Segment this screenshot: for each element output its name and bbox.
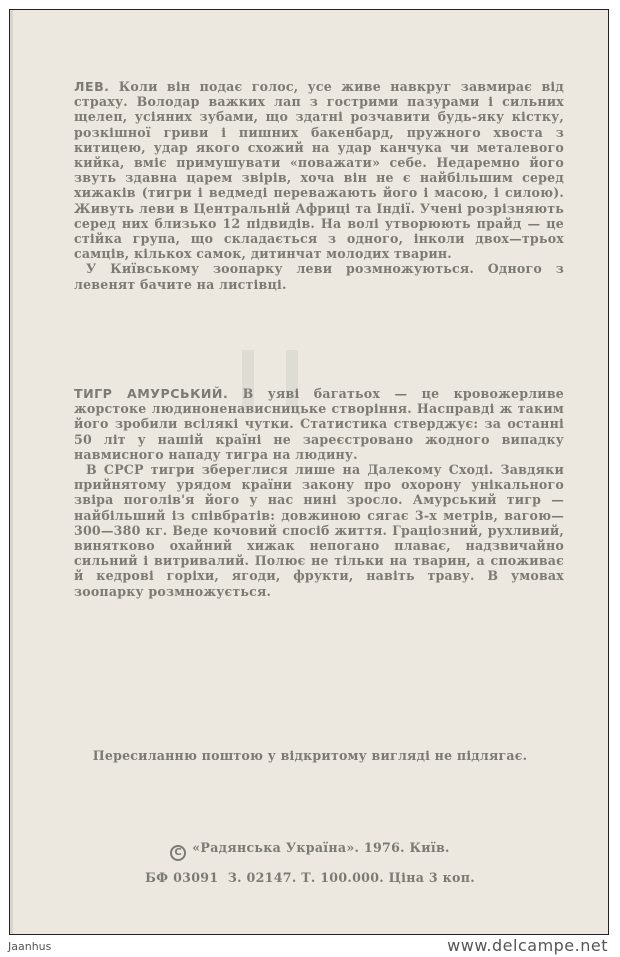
catalog-line: БФ 03091 З. 02147. Т. 100.000. Ціна 3 коп. — [145, 870, 475, 885]
lion-paragraph-1: Коли він подає голос, усе живе навкруг завмирає від страху. Володар важких лап з гострими пазурами і сильних щелеп, усіяних зубами, що здатні розчавити будь-яку кістку, розкішної гриви і пишних бакенбард, пружного хвоста з китицею, удар якого схожий на удар канчука чи металевого кийка, вміє примушувати «поважати» себе. Недаремно його звуть здавна царем звірів, хоча він не є найбільшим серед хижаків (тигри і ведмеді переважають його і масою, і силою). Живуть леви в Центральній Африці та Індії. Учені розрізняють серед них близько 12 підвидів. На волі утворюють прайд — це стійка група, що складається з одного, інколи двох—трьох самців, кількох самок, дитинчат молодих тварин. — [74, 79, 564, 262]
publisher-line: «Радянська Україна». 1976. Київ. — [192, 840, 450, 855]
tiger-description — [74, 386, 564, 599]
lion-paragraph-2: У Київському зоопарку леви розмножуються. Одного з левенят бачите на листівці. — [74, 261, 564, 292]
lion-description — [74, 79, 564, 292]
lion-heading: ЛЕВ. — [74, 79, 110, 94]
tiger-paragraph-1: В уяві багатьох — це кровожерливе жорстоке людиноненависницьке створіння. Насправді ж таким його зробили всілякі чутки. Статистика стверджує: за останні 50 літ у нашій країні не зареєстровано жодного випадку навмисного нападу тигра на людину. — [74, 386, 564, 462]
postal-notice: Пересиланню поштою у відкритому вигляді не підлягає. — [92, 748, 528, 763]
copyright-icon: C — [170, 845, 186, 861]
tiger-heading: ТИГР АМУРСЬКИЙ. — [74, 386, 229, 401]
postcard-back — [9, 9, 609, 935]
publisher-imprint — [10, 840, 610, 861]
site-watermark: www.delcampe.net — [447, 936, 608, 955]
seller-name: Jaanhus — [8, 940, 52, 953]
tiger-paragraph-2: В СРСР тигри збереглися лише на Далекому Сході. Завдяки прийнятому урядом країни закону про охорону унікального звіра поголів'я його у нас нині зросло. Амурський тигр — найбільший із співбратів: довжиною сягає 3-х метрів, вагою—300—380 кг. Веде кочовий спосіб життя. Граціозний, рухливий, винятково охайний хижак непогано плаває, надзвичайно сильний і витривалий. Полює не тільки на тварин, а споживає й кедрові горіхи, ягоди, фрукти, навіть траву. В умовах зоопарку розмножується. — [74, 462, 564, 599]
